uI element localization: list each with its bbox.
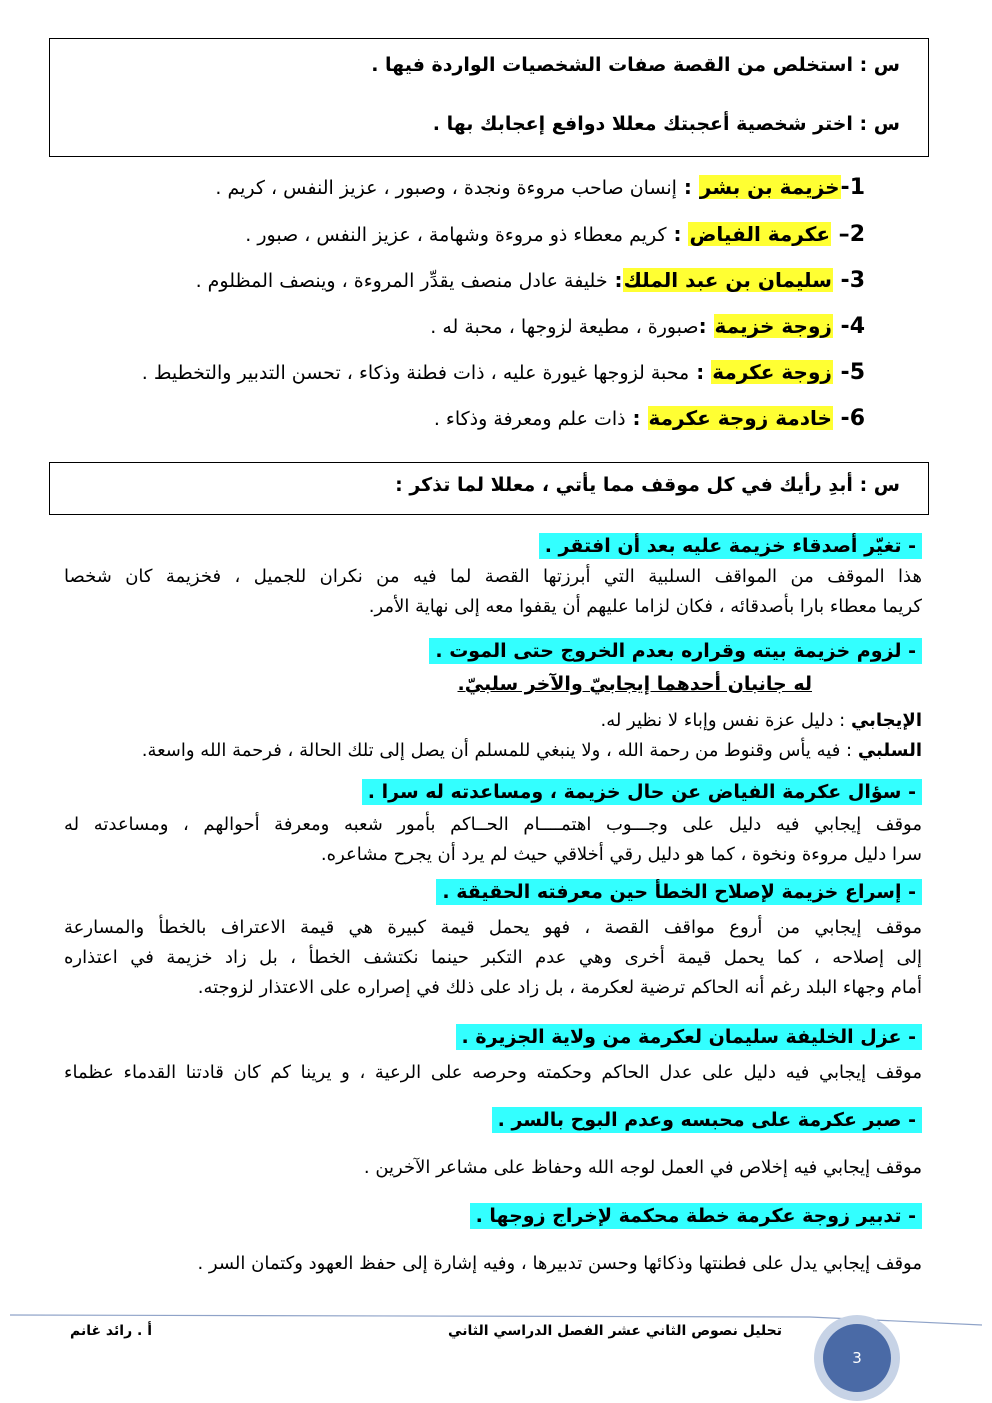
page-number-badge [814,1315,900,1401]
questions-box-1 [49,38,929,157]
item-separator: : [689,360,712,384]
item-number: 5- [832,360,865,385]
positive-text: : دليل عزة نفس وإباء لا نظير له. [600,710,851,731]
item-number: 1- [840,175,865,200]
item-separator: : [676,175,699,199]
situation-explanation [64,913,922,1003]
question-extract-traits: س : استخلص من القصة صفات الشخصيات الواردة فيها . [371,54,900,76]
character-name: خادمة زوجة عكرمة [648,406,832,430]
item-number: 3- [832,268,865,293]
situation-explanation [64,1058,922,1088]
item-separator: : [625,406,648,430]
paragraph-line: هذا الموقف من المواقف السلبية التي أبرزتها القصة لما فيه من نكران للجميل ، فخزيمة كان شخصا [64,566,922,587]
situation-explanation [64,562,922,622]
item-number: 2– [831,222,865,247]
character-name: سليمان بن عبد الملك [623,268,832,292]
situation-heading: - سؤال عكرمة الفياض عن حال خزيمة ، ومساعدته له سرا . [362,779,922,805]
character-name: زوجة خزيمة [714,314,832,338]
situation-explanation [64,1249,922,1279]
questions-box-2 [49,462,929,515]
item-separator: : [607,268,623,292]
item-separator: : [666,222,689,246]
situation-explanation [64,706,922,766]
positive-line [64,706,922,736]
character-description: إنسان صاحب مروءة ونجدة ، وصبور ، عزيز النفس ، كريم . [215,177,677,199]
character-item [430,311,865,342]
situation-subheading: له جانبان أحدهما إيجابيّ والآخر سلبيّ. [457,673,812,695]
negative-line [64,736,922,766]
item-number: 4- [832,314,865,339]
character-description: ذات علم ومعرفة وذكاء . [433,408,626,430]
character-description: خليفة عادل منصف يقدِّر المروءة ، وينصف المظلوم . [195,270,608,292]
character-name: زوجة عكرمة [712,360,832,384]
negative-text: : فيه يأس وقنوط من رحمة الله ، ولا ينبغي للمسلم أن يصل إلى تلك الحالة ، فرحمة الله واسعة. [141,740,858,761]
footer-course-title: تحليل نصوص الثاني عشر الفصل الدراسي الثاني [448,1323,782,1339]
character-description: صبورة ، مطيعة لزوجها ، محبة له . [430,316,699,338]
situation-heading: - لزوم خزيمة بيته وقراره بعدم الخروج حتى الموت . [429,638,922,664]
negative-label: السلبي [857,740,922,761]
item-separator: : [698,314,714,338]
character-description: محبة لزوجها غيورة عليه ، ذات فطنة وذكاء ، تحسن التدبير والتخطيط . [141,362,690,384]
situation-heading: - تدبير زوجة عكرمة خطة محكمة لإخراج زوجها . [470,1203,922,1229]
paragraph-line: موقف إيجابي فيه إخلاص في العمل لوجه الله وحفاظ على مشاعر الآخرين . [363,1157,922,1178]
paragraph-line: موقف إيجابي يدل على فطنتها وذكائها وحسن تدبيرها ، وفيه إشارة إلى حفظ العهود وكتمان السر . [197,1253,922,1274]
paragraph-line: موقف إيجابي فيه دليل على عدل الحاكم وحكمته وحرصه على الرعية ، و يرينا كم كان قادتنا القدماء عظماء [64,1062,922,1083]
page-number: 3 [823,1324,891,1392]
question-choose-character: س : اختر شخصية أعجبتك معللا دوافع إعجابك بها . [432,113,900,135]
paragraph-line: إلى إصلاحه ، كما يحمل قيمة أخرى وهي عدم التكبر حينما نكتشف الخطأ ، بل زاد خزيمة في اعتذاره [64,947,922,968]
character-item [434,403,865,434]
situation-heading: - عزل الخليفة سليمان لعكرمة من ولاية الجزيرة . [456,1024,922,1050]
situation-explanation [64,810,922,870]
footer-author: أ . رائد غانم [70,1323,152,1339]
situation-heading: - إسراع خزيمة لإصلاح الخطأ حين معرفته الحقيقة . [436,879,922,905]
situation-heading: - صبر عكرمة على محبسه وعدم البوح بالسر . [492,1107,922,1133]
paragraph-line: موقف إيجابي من أروع مواقف القصة ، فهو يحمل قيمة كبيرة هي قيمة الاعتراف بالخطأ والمسارعة [64,917,922,938]
character-item [215,172,865,203]
paragraph-line: سرا دليل مروءة ونخوة ، كما هو دليل رقي أخلاقي حيث لم يرد أن يجرح مشاعره. [320,844,922,865]
paragraph-line: كريما معطاء بارا بأصدقائه ، فكان لزاما عليهم أن يقفوا معه إلى نهاية الأمر. [368,596,922,617]
character-description: كريم معطاء ذو مروءة وشهامة ، عزيز النفس ، صبور . [245,224,667,246]
question-give-opinion: س : أبدِ رأيك في كل موقف مما يأتي ، معللا لما تذكر : [395,474,900,496]
character-item [196,265,865,296]
situation-heading: - تغيّر أصدقاء خزيمة عليه بعد أن افتقر . [539,533,922,559]
character-item [245,219,865,250]
character-item [142,357,865,388]
character-name: خزيمة بن بشر [699,175,840,199]
character-name: عكرمة الفياض [689,222,831,246]
situation-explanation [64,1153,922,1183]
paragraph-line: موقف إيجابي فيه دليل على وجـــوب اهتمــــام الحــاكم بأمور شعبه ومعرفة أحوالهم ، ومساعدته له [64,814,922,835]
character-traits-list [60,170,865,440]
positive-label: الإيجابي [850,710,922,731]
item-number: 6- [832,406,865,431]
paragraph-line: أمام وجهاء البلد رغم أنه الحاكم ترضية لعكرمة ، بل زاد على ذلك في إصراره على الاعتذار لزوجته. [197,977,922,998]
